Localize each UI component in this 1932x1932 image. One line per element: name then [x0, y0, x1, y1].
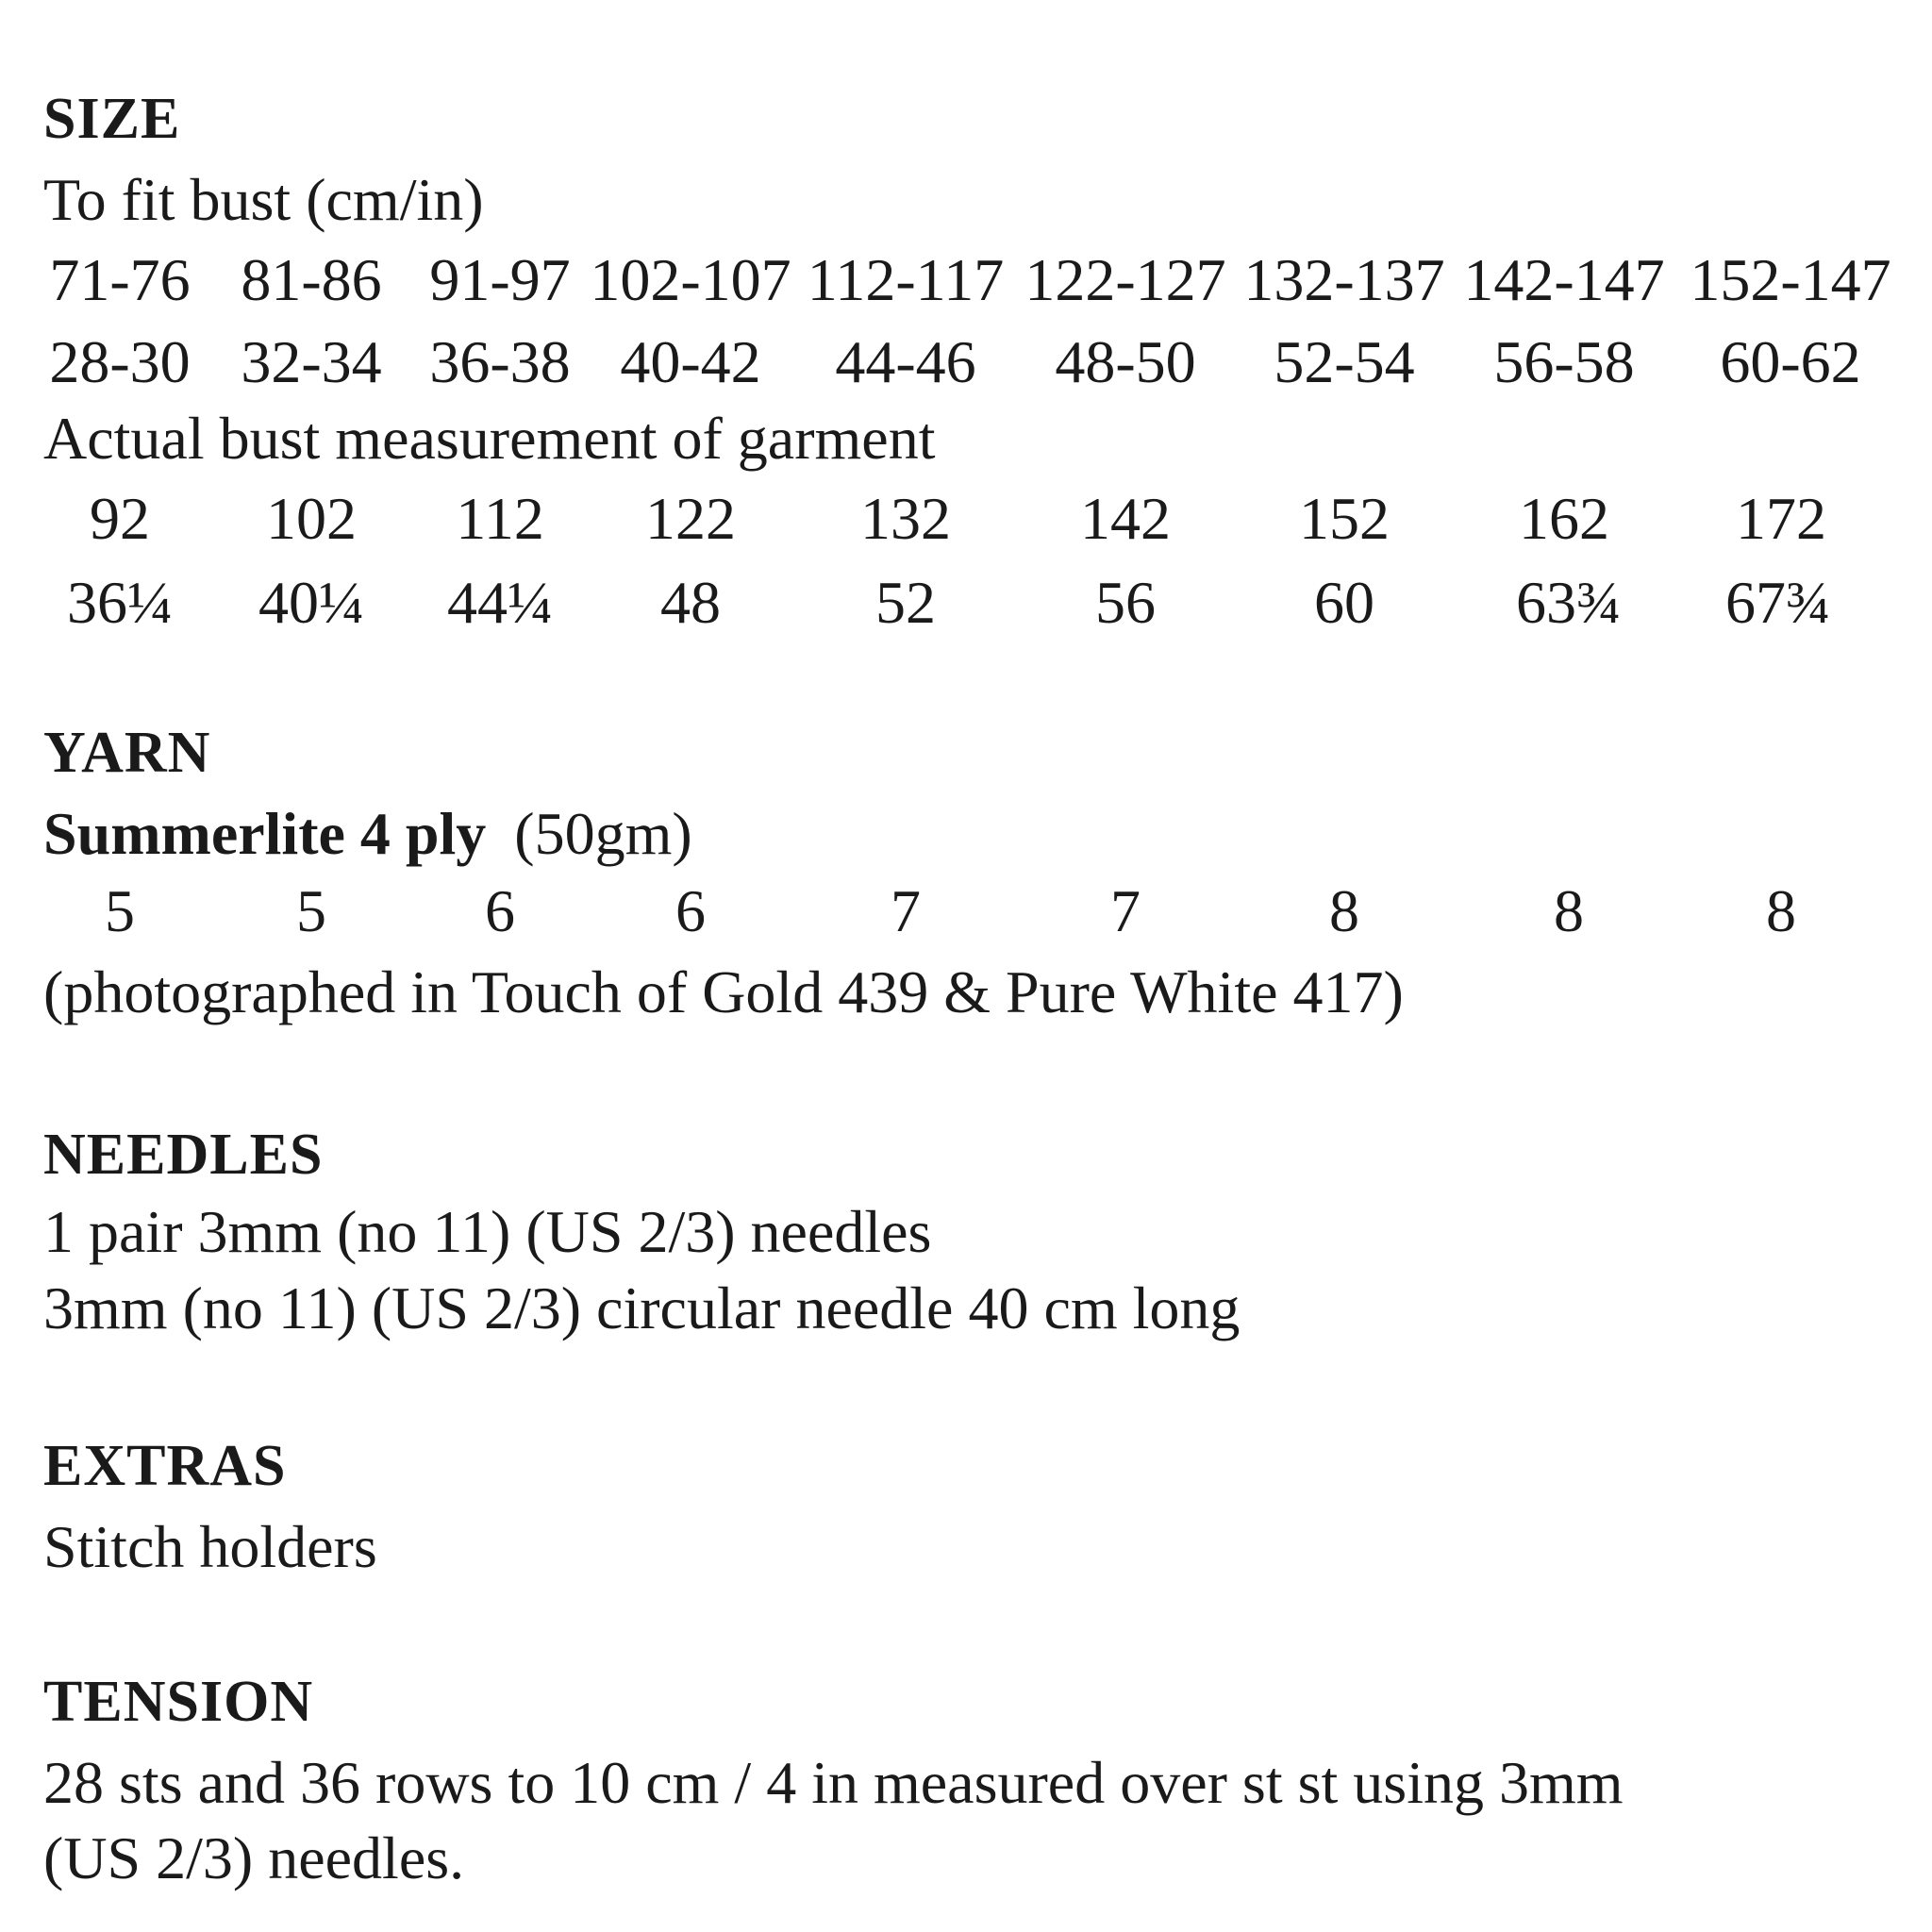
yarn-balls-row: [0, 877, 1932, 947]
yarn-photo-note: (photographed in Touch of Gold 439 & Pure White 417): [43, 958, 1404, 1025]
actual-cm-value: 132: [860, 485, 951, 552]
yarn-balls-value: 5: [105, 877, 135, 944]
actual-cm-value: 122: [645, 485, 736, 552]
yarn-balls-value: 7: [1110, 877, 1141, 944]
actual-in-value: 44¼: [447, 569, 553, 636]
fit-in-value: 44-46: [835, 328, 976, 395]
actual-in-value: 40¼: [258, 569, 364, 636]
tension-line-1: 28 sts and 36 rows to 10 cm / 4 in measured over st st using 3mm: [43, 1749, 1624, 1816]
yarn-line: [43, 800, 692, 867]
fit-cm-value: 91-97: [429, 246, 571, 313]
fit-in-value: 28-30: [49, 328, 191, 395]
yarn-balls-value: 8: [1554, 877, 1584, 944]
fit-in-value: 52-54: [1274, 328, 1415, 395]
fit-in-value: 36-38: [429, 328, 571, 395]
extras-line-1: Stitch holders: [43, 1513, 377, 1580]
fit-cm-value: 71-76: [49, 246, 191, 313]
yarn-balls-value: 7: [891, 877, 921, 944]
fit-cm-value: 102-107: [590, 246, 791, 313]
yarn-balls-value: 8: [1329, 877, 1359, 944]
actual-cm-value: 112: [456, 485, 544, 552]
actual-cm-value: 152: [1299, 485, 1390, 552]
fit-cm-value: 142-147: [1463, 246, 1665, 313]
fit-in-value: 56-58: [1493, 328, 1635, 395]
actual-in-row: [0, 569, 1932, 639]
fit-in-value: 60-62: [1720, 328, 1861, 395]
actual-in-value: 63¾: [1516, 569, 1622, 636]
tension-line-2: (US 2/3) needles.: [43, 1824, 465, 1891]
needles-heading: NEEDLES: [43, 1123, 324, 1187]
actual-in-value: 67¾: [1725, 569, 1831, 636]
fit-cm-row: [0, 246, 1932, 316]
fit-cm-value: 132-137: [1243, 246, 1445, 313]
actual-in-value: 48: [660, 569, 721, 636]
actual-cm-value: 142: [1080, 485, 1171, 552]
needles-line-1: 1 pair 3mm (no 11) (US 2/3) needles: [43, 1198, 932, 1265]
actual-cm-value: 102: [266, 485, 357, 552]
actual-in-value: 56: [1095, 569, 1156, 636]
fit-in-row: [0, 328, 1932, 398]
extras-heading: EXTRAS: [43, 1434, 287, 1498]
actual-cm-value: 172: [1736, 485, 1826, 552]
actual-in-value: 36¼: [67, 569, 173, 636]
yarn-heading: YARN: [43, 721, 211, 785]
fit-cm-value: 112-117: [807, 246, 1005, 313]
actual-in-value: 60: [1314, 569, 1374, 636]
actual-in-value: 52: [875, 569, 936, 636]
fit-bust-label: To fit bust (cm/in): [43, 166, 484, 233]
size-heading: SIZE: [43, 87, 181, 151]
yarn-balls-value: 6: [485, 877, 515, 944]
actual-cm-row: [0, 485, 1932, 555]
fit-in-value: 40-42: [620, 328, 761, 395]
fit-in-value: 48-50: [1055, 328, 1196, 395]
yarn-balls-value: 8: [1766, 877, 1796, 944]
fit-in-value: 32-34: [241, 328, 382, 395]
yarn-name: Summerlite 4 ply: [43, 800, 487, 867]
actual-bust-label: Actual bust measurement of garment: [43, 405, 936, 472]
actual-cm-value: 92: [90, 485, 150, 552]
fit-cm-value: 122-127: [1024, 246, 1226, 313]
fit-cm-value: 81-86: [241, 246, 382, 313]
fit-cm-value: 152-147: [1690, 246, 1891, 313]
yarn-balls-value: 5: [296, 877, 326, 944]
needles-line-2: 3mm (no 11) (US 2/3) circular needle 40 cm long: [43, 1274, 1241, 1341]
yarn-weight: (50gm): [514, 800, 692, 867]
actual-cm-value: 162: [1519, 485, 1609, 552]
yarn-balls-value: 6: [675, 877, 706, 944]
tension-heading: TENSION: [43, 1670, 314, 1734]
